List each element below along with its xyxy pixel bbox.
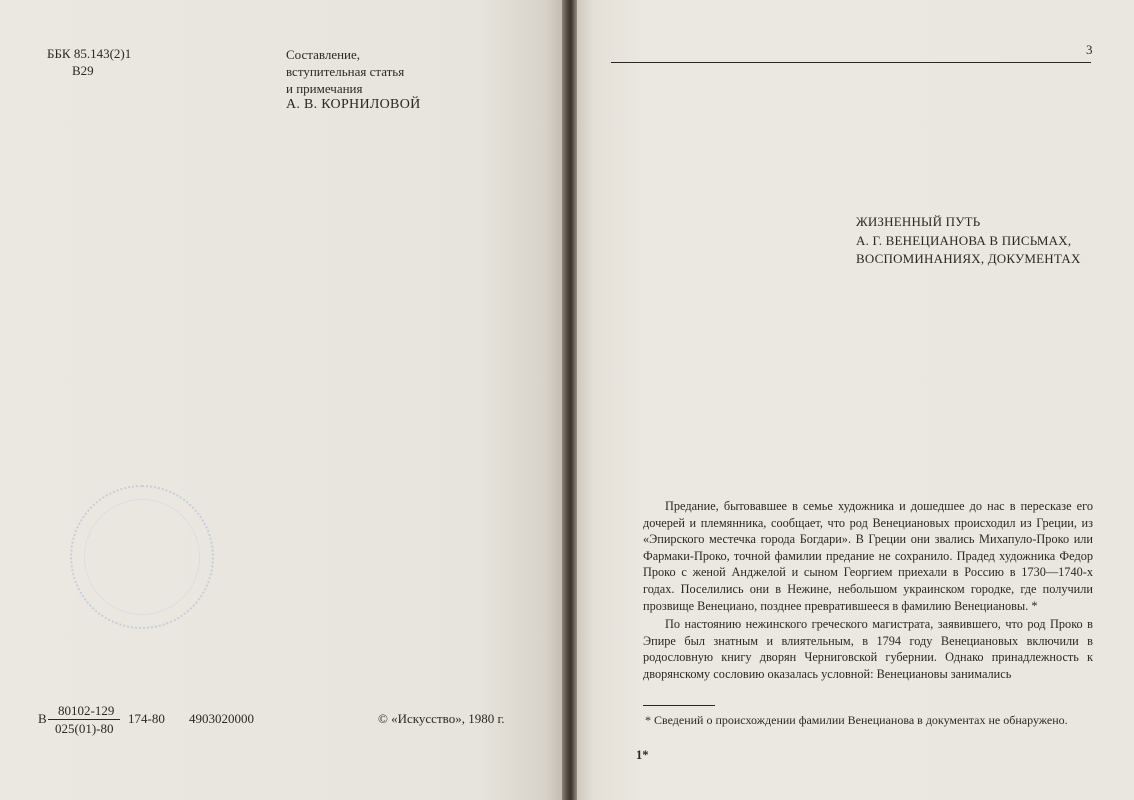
credits-line: вступительная статья — [286, 64, 405, 79]
title-line: ВОСПОМИНАНИЯХ, ДОКУМЕНТАХ — [856, 251, 1081, 266]
title-line: ЖИЗНЕННЫЙ ПУТЬ — [856, 214, 981, 229]
catalog-numerator: 80102-129 — [58, 703, 115, 718]
library-stamp — [70, 485, 214, 629]
left-page — [0, 0, 562, 800]
catalog-denominator: 025(01)-80 — [55, 721, 114, 736]
signature-mark: 1* — [636, 748, 649, 762]
book-gutter — [562, 0, 577, 800]
paragraph: Предание, бытовавшее в семье художника и дошедшее до нас в пересказе его дочерей и племянника, сообщает, что род Венециановых происходил из Греции, из «Эпирского местечка города Богдари». В Греции они звались Михапуло-Проко или Фармаки-Проко, точной фамилии предание не сохранило. Прадед художника Федор Проко с женой Анджелой и сыном Георгием приехали в Россию в 1730—1740-х годах. Поселились они в Нежине, небольшом украинском городке, где получили прозвище Венециано, позднее превратившееся в фамилию Венециановы. * — [643, 499, 1093, 613]
body-text — [643, 498, 1093, 683]
bbk-code: ББК 85.143(2)1 — [47, 46, 132, 61]
copyright: © «Искусство», 1980 г. — [378, 711, 505, 726]
fraction-bar — [48, 719, 120, 720]
footnote-rule — [643, 705, 715, 706]
catalog-isbn: 4903020000 — [189, 711, 254, 726]
credits-line: Составление, — [286, 47, 361, 62]
book-code: В29 — [72, 63, 94, 78]
header-rule — [611, 62, 1091, 63]
title-line: А. Г. ВЕНЕЦИАНОВА В ПИСЬМАХ, — [856, 233, 1072, 248]
compiler-name: А. В. КОРНИЛОВОЙ — [286, 97, 421, 112]
footnote: * Сведений о происхождении фамилии Венецианова в документах не обнаружено. — [645, 713, 1068, 727]
credits-line: и примечания — [286, 81, 363, 96]
catalog-letter: В — [38, 711, 47, 726]
paragraph: По настоянию нежинского греческого магистрата, заявившего, что род Проко в Эпире был знатным и влиятельным, в 1794 году Венециановых включили в родословную книгу дворян Черниговской губернии. Однако принадлежность к дворянскому сословию оказалась условной: Венециановы занимались — [643, 617, 1093, 681]
catalog-number: 174-80 — [128, 711, 165, 726]
page-number: 3 — [1086, 42, 1093, 57]
